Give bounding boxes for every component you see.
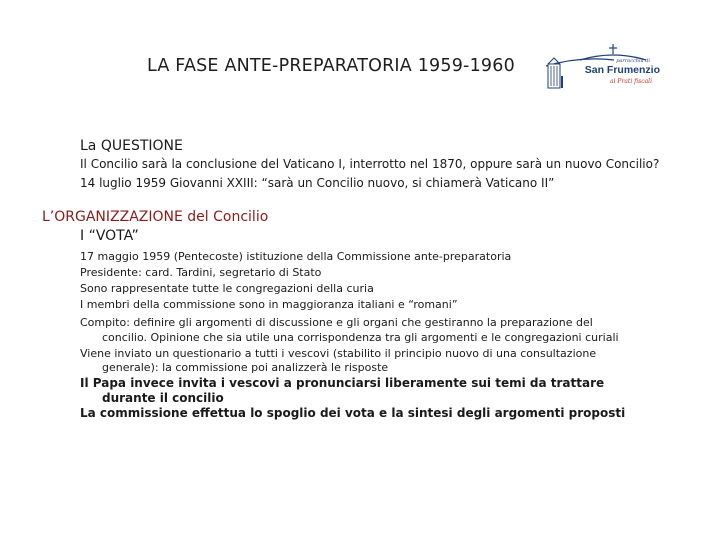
body-line: Presidente: card. Tardini, segretario di Stato [80, 266, 322, 279]
logo-line1: parrocchia di [616, 58, 650, 64]
slide-title: LA FASE ANTE-PREPARATORIA 1959-1960 [147, 56, 515, 76]
body-line-bold: La commissione effettua lo spoglio dei vota e la sintesi degli argomenti proposti [80, 406, 626, 420]
question-heading: La QUESTIONE [80, 138, 183, 154]
body-line: I membri della commissione sono in maggioranza italiani e “romani” [80, 298, 458, 311]
organization-heading: L’ORGANIZZAZIONE del Concilio [42, 209, 269, 225]
body-line: Viene inviato un questionario a tutti i vescovi (stabilito il principio nuovo di una consultazione [80, 347, 597, 360]
question-line: Il Concilio sarà la conclusione del Vaticano I, interrotto nel 1870, oppure sarà un nuovo Concilio? [80, 157, 660, 171]
body-line: Compito: definire gli argomenti di discussione e gli organi che gestiranno la preparazione del [80, 316, 593, 329]
parish-logo [540, 42, 670, 94]
body-line: Sono rappresentate tutte le congregazioni della curia [80, 282, 374, 295]
body-line: 17 maggio 1959 (Pentecoste) istituzione della Commissione ante-preparatoria [80, 250, 512, 263]
logo-line3: ai Prati fiscali [610, 78, 652, 85]
body-line-bold: durante il concilio [102, 391, 224, 405]
vota-subheading: I “VOTA” [80, 228, 139, 244]
body-line: generale): la commissione poi analizzerà le risposte [102, 361, 389, 374]
body-line: concilio. Opinione che sia utile una corrispondenza tra gli argomenti e le congregazioni curiali [102, 331, 619, 344]
question-line: 14 luglio 1959 Giovanni XXIII: “sarà un Concilio nuovo, si chiamerà Vaticano II” [80, 176, 555, 190]
logo-line2: San Frumenzio [584, 64, 660, 76]
body-line-bold: Il Papa invece invita i vescovi a pronunciarsi liberamente sui temi da trattare [80, 376, 605, 390]
